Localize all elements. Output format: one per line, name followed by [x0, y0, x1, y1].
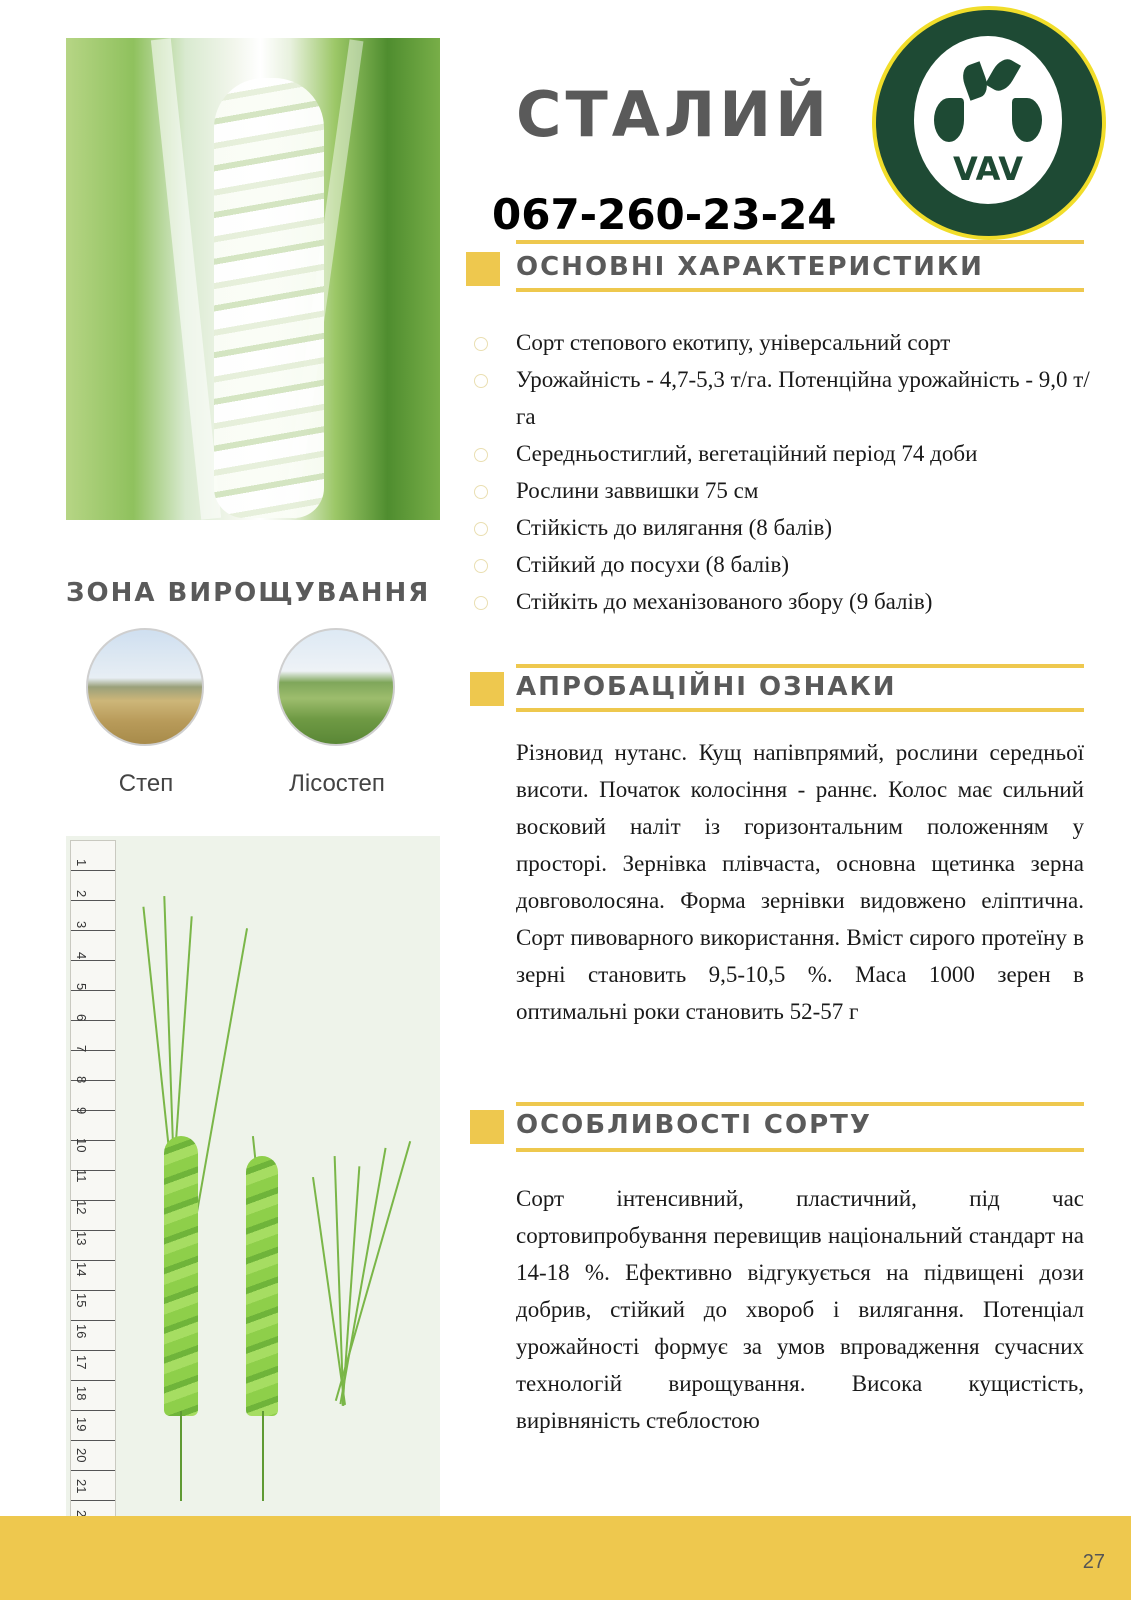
- ruler: [70, 840, 116, 1566]
- list-item: Середньостиглий, вегетаційний період 74 доби: [474, 435, 1094, 472]
- section-divider: [516, 240, 1084, 244]
- page-number: 27: [1082, 1551, 1105, 1573]
- section-divider: [516, 1102, 1084, 1106]
- ruler-mark: 13: [74, 1231, 89, 1246]
- logo-inner: [914, 36, 1062, 204]
- ruler-mark: 4: [74, 952, 89, 960]
- barley-ear-photo: [66, 38, 440, 520]
- list-item: Стійкість до вилягання (8 балів): [474, 509, 1094, 546]
- phone-number: 067-260-23-24: [492, 190, 837, 239]
- section-divider: [516, 664, 1084, 668]
- features-text: Сорт інтенсивний, пластичний, під час сортовипробування перевищив національний стандарт на 14-18 %. Ефективно відгукується на підвищені дози добрив, стійкий до хвороб і вилягання. Потенціал урожайності формує за умов впровадження сучасних технологій вирощування. Висока кущистість, вирівняність стеблостою: [516, 1186, 1084, 1433]
- characteristics-title: ОСНОВНІ ХАРАКТЕРИСТИКИ: [516, 252, 984, 282]
- barley-sample-photo: [66, 836, 440, 1570]
- photo-stalk: [151, 38, 221, 519]
- steppe-zone-image: [86, 628, 204, 746]
- zone-title: ЗОНА ВИРОЩУВАННЯ: [66, 578, 431, 608]
- ruler-mark: 7: [74, 1045, 89, 1053]
- photo-ear: [214, 78, 324, 518]
- ruler-mark: 21: [74, 1479, 89, 1494]
- section-divider: [516, 288, 1084, 292]
- list-item: Сорт степового екотипу, універсальний сорт: [474, 324, 1094, 361]
- spike-awn: [335, 1141, 411, 1401]
- characteristics-list: [474, 324, 1094, 620]
- steppe-zone-label: Степ: [118, 770, 174, 797]
- ruler-mark: 15: [74, 1293, 89, 1308]
- spike-awn: [173, 916, 192, 1166]
- leaf-icon: [985, 55, 1021, 95]
- list-item: Урожайність - 4,7-5,3 т/га. Потенційна урожайність - 9,0 т/га: [474, 361, 1094, 435]
- section-marker: [470, 1110, 504, 1144]
- section-marker: [470, 672, 504, 706]
- ruler-mark: 8: [74, 1076, 89, 1084]
- section-divider: [516, 1148, 1084, 1152]
- ruler-mark: 2: [74, 890, 89, 898]
- ruler-mark: 19: [74, 1417, 89, 1432]
- list-item: Стійкий до посухи (8 балів): [474, 546, 1094, 583]
- list-item: Стійкіть до механізованого збору (9 балів): [474, 583, 1094, 620]
- ruler-mark: 9: [74, 1107, 89, 1115]
- section-marker: [466, 252, 500, 286]
- ruler-mark: 5: [74, 983, 89, 991]
- page-title: СТАЛИЙ: [516, 78, 832, 151]
- barley-spike: [164, 1136, 198, 1416]
- list-item: Рослини заввишки 75 см: [474, 472, 1094, 509]
- ruler-mark: 18: [74, 1386, 89, 1401]
- ruler-mark: 20: [74, 1448, 89, 1463]
- footer-band: [0, 1516, 1131, 1600]
- ruler-mark: 1: [74, 859, 89, 867]
- hand-icon: [934, 98, 964, 142]
- barley-spike: [246, 1156, 278, 1416]
- features-title: ОСОБЛИВОСТІ СОРТУ: [516, 1110, 872, 1140]
- ruler-mark: 11: [74, 1169, 89, 1183]
- spike-awn: [194, 928, 248, 1224]
- ruler-mark: 6: [74, 1014, 89, 1022]
- ruler-mark: 3: [74, 921, 89, 929]
- approbation-title: АПРОБАЦІЙНІ ОЗНАКИ: [516, 672, 897, 702]
- approbation-text: Різновид нутанс. Кущ напівпрямий, рослини середньої висоти. Початок колосіння - раннє. Колос має сильний восковий наліт із горизонтальним положенням у просторі. Зернівка плівчаста, основна щетинка зерна довговолосяна. Форма зернівки видовжено еліптична. Сорт пивоварного використання. Вміст сирого протеїну в зерні становить 9,5-10,5 %. Маса 1000 зерен в оптимальні роки становить 52-57 г: [516, 740, 1084, 1024]
- logo-text: VAV: [953, 150, 1023, 188]
- vav-logo: [872, 6, 1106, 240]
- section-divider: [516, 708, 1084, 712]
- ruler-mark: 10: [74, 1138, 89, 1153]
- forest-steppe-zone-label: Лісостеп: [289, 770, 385, 797]
- spike-stem: [180, 1411, 182, 1501]
- ruler-mark: 12: [74, 1200, 89, 1215]
- ruler-mark: 14: [74, 1262, 89, 1277]
- spike-stem: [262, 1411, 264, 1501]
- ruler-mark: 17: [74, 1355, 89, 1370]
- hand-icon: [1012, 98, 1042, 142]
- forest-steppe-zone-image: [277, 628, 395, 746]
- ruler-mark: 16: [74, 1324, 89, 1339]
